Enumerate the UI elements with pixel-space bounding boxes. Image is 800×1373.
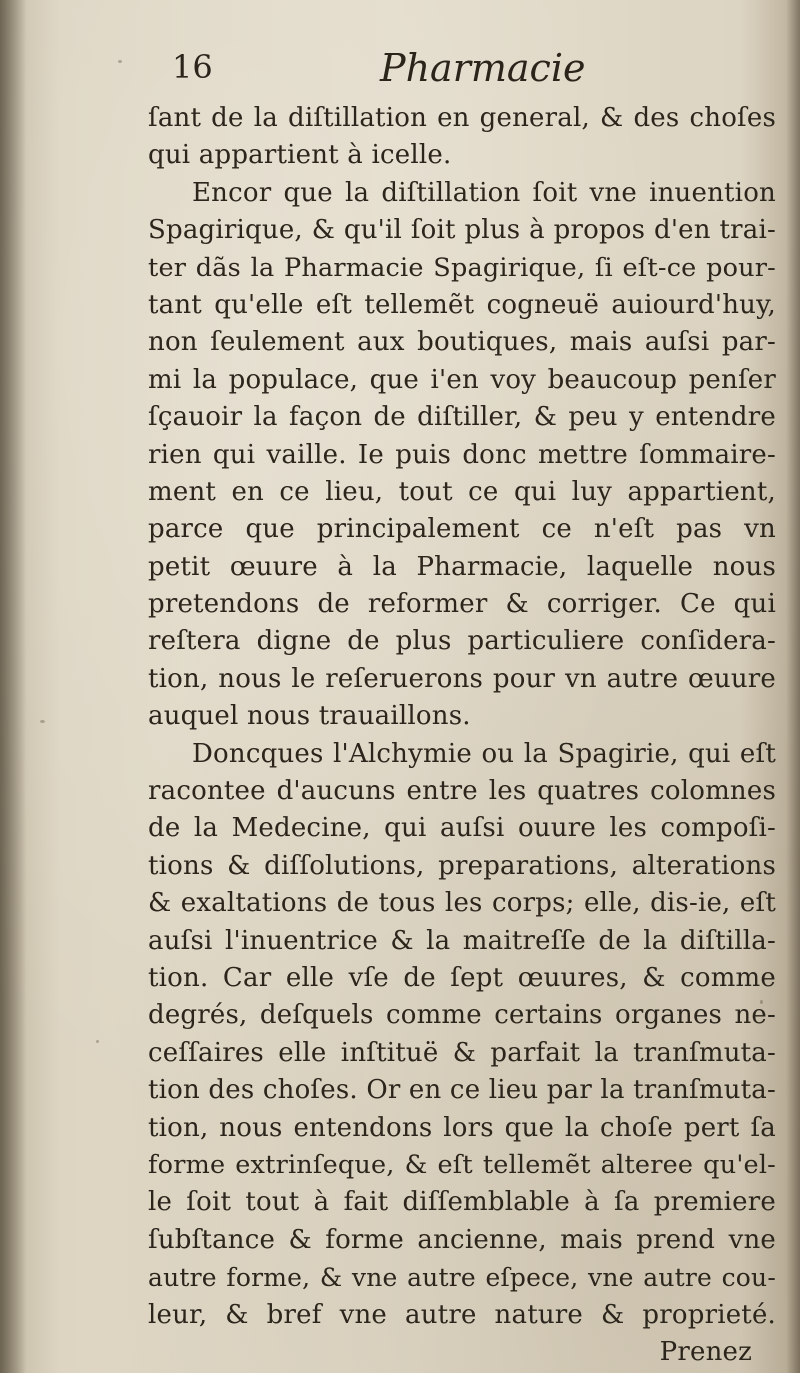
text-line: Encor que la diſtillation ſoit vne inuention bbox=[192, 177, 776, 208]
text-line: auſsi l'inuentrice & la maitreſſe de la diſtilla- bbox=[148, 925, 776, 956]
text-line: ceſſaires elle inſtituë & parfait la tranſmuta- bbox=[148, 1037, 776, 1068]
text-line: non ſeulement aux boutiques, mais auſsi par- bbox=[148, 327, 776, 358]
page-edge-shadow bbox=[786, 0, 800, 1373]
text-line: leur, & bref vne autre nature & proprieté. bbox=[148, 1299, 776, 1330]
text-line: tant qu'elle eſt tellemẽt cogneuë auiourd'huy, bbox=[148, 289, 776, 320]
paper-speck bbox=[40, 720, 45, 723]
text-line: qui appartient à icelle. bbox=[148, 140, 452, 171]
text-line: ſant de la diſtillation en general, & des choſes bbox=[148, 103, 776, 133]
text-line: tions & diſſolutions, preparations, alterations bbox=[148, 850, 776, 881]
text-line: tion, nous le reſeruerons pour vn autre œuure bbox=[148, 663, 776, 694]
text-line: petit œuure à la Pharmacie, laquelle nous bbox=[148, 551, 776, 582]
text-line: racontee d'aucuns entre les quatres colomnes bbox=[148, 776, 776, 807]
paper-speck bbox=[118, 60, 122, 63]
body-text bbox=[148, 100, 776, 1371]
text-line: rien qui vaille. Ie puis donc mettre ſommaire- bbox=[148, 439, 776, 470]
text-line: ſubſtance & forme ancienne, mais prend vne bbox=[148, 1224, 776, 1255]
text-line: ment en ce lieu, tout ce qui luy appartient, bbox=[148, 476, 776, 507]
text-line: tion des choſes. Or en ce lieu par la tranſmuta- bbox=[148, 1075, 776, 1106]
text-line: autre forme, & vne autre eſpece, vne autre cou- bbox=[148, 1263, 776, 1293]
text-line: auquel nous trauaillons. bbox=[148, 701, 471, 732]
text-line: ter dãs la Pharmacie Spagirique, ſi eſt-ce pour- bbox=[148, 252, 776, 283]
text-line: tion, nous entendons lors que la choſe pert ſa bbox=[148, 1112, 776, 1143]
text-line: ſçauoir la façon de diſtiller, & peu y entendre bbox=[148, 402, 776, 433]
paper-speck bbox=[96, 1040, 99, 1043]
text-line: parce que principalement ce n'eſt pas vn bbox=[148, 514, 776, 545]
text-line: forme extrinſeque, & eſt tellemẽt alteree qu'el- bbox=[148, 1149, 776, 1180]
text-line: reſtera digne de plus particuliere conſidera- bbox=[148, 626, 776, 657]
text-line: mi la populace, que i'en voy beaucoup penſer bbox=[148, 364, 776, 395]
text-line: Spagirique, & qu'il ſoit plus à propos d'en trai- bbox=[148, 215, 776, 246]
running-head: Pharmacie bbox=[380, 46, 586, 90]
text-line: de la Medecine, qui auſsi ouure les compoſi- bbox=[148, 813, 776, 844]
catchword: Prenez bbox=[659, 1336, 752, 1367]
text-line: tion. Car elle vſe de ſept œuures, & comme bbox=[148, 962, 776, 993]
page-number: 16 bbox=[172, 48, 213, 86]
gutter-shadow bbox=[0, 0, 26, 1373]
text-line: & exaltations de tous les corps; elle, dis-ie, eſt bbox=[148, 888, 776, 919]
text-line: Doncques l'Alchymie ou la Spagirie, qui eſt bbox=[192, 738, 776, 769]
page-header bbox=[172, 46, 612, 96]
text-line: pretendons de reformer & corriger. Ce qui bbox=[148, 589, 776, 620]
text-line: le ſoit tout à fait diſſemblable à ſa premiere bbox=[148, 1187, 776, 1218]
text-line: degrés, deſquels comme certains organes ne- bbox=[148, 1000, 776, 1031]
